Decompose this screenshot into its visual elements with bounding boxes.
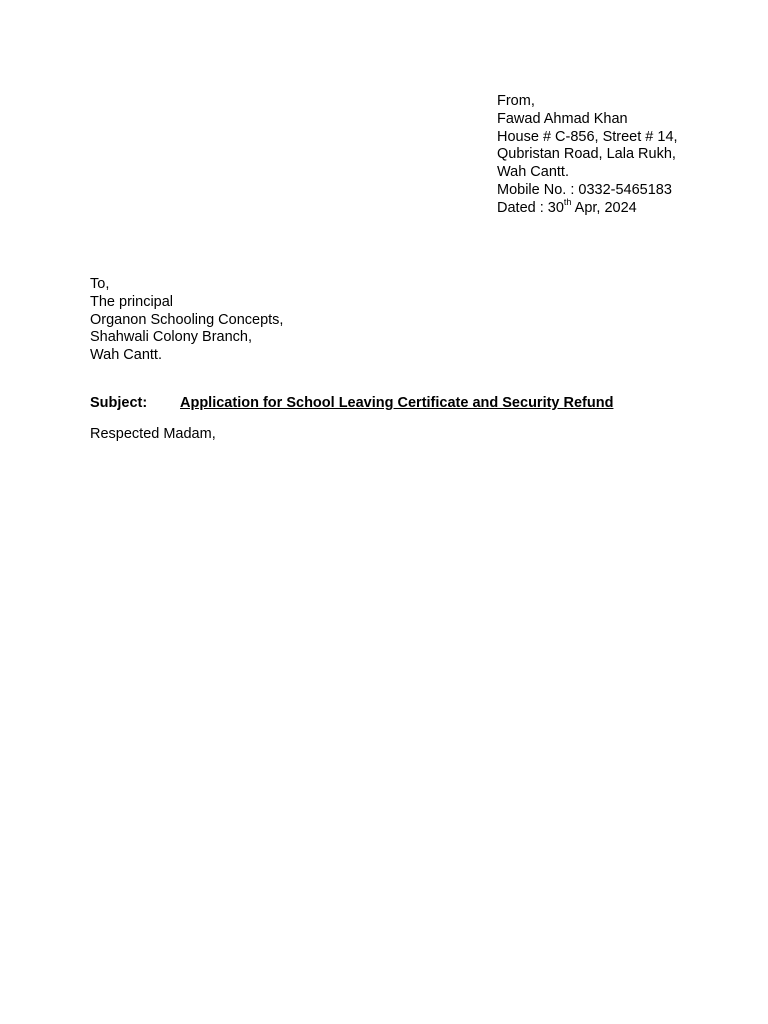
recipient-branch: Shahwali Colony Branch, [90,329,253,346]
sender-heading: From, [497,93,535,109]
sender-address-block [497,93,678,218]
sender-name: Fawad Ahmad Khan [497,110,628,127]
sender-mobile: Mobile No. : 0332-5465183 [497,181,672,198]
date-rest: Apr, 2024 [571,199,637,216]
recipient-city: Wah Cantt. [90,347,162,364]
recipient-address-block [90,276,283,365]
date-prefix: Dated : 30 [497,199,564,216]
letter-date [497,196,678,218]
recipient-organization: Organon Schooling Concepts, [90,311,284,328]
subject-text: Application for School Leaving Certificate and Security Refund [180,395,614,411]
sender-city: Wah Cantt. [497,164,569,181]
salutation: Respected Madam, [90,426,216,442]
recipient-heading: To, [90,276,110,292]
subject-line [90,395,613,413]
sender-address-line-2: Qubristan Road, Lala Rukh, [497,146,676,163]
sender-address-line-1: House # C-856, Street # 14, [497,128,678,145]
recipient-title: The principal [90,293,174,310]
date-ordinal-suffix: th [563,196,572,207]
subject-label: Subject: [90,395,148,411]
